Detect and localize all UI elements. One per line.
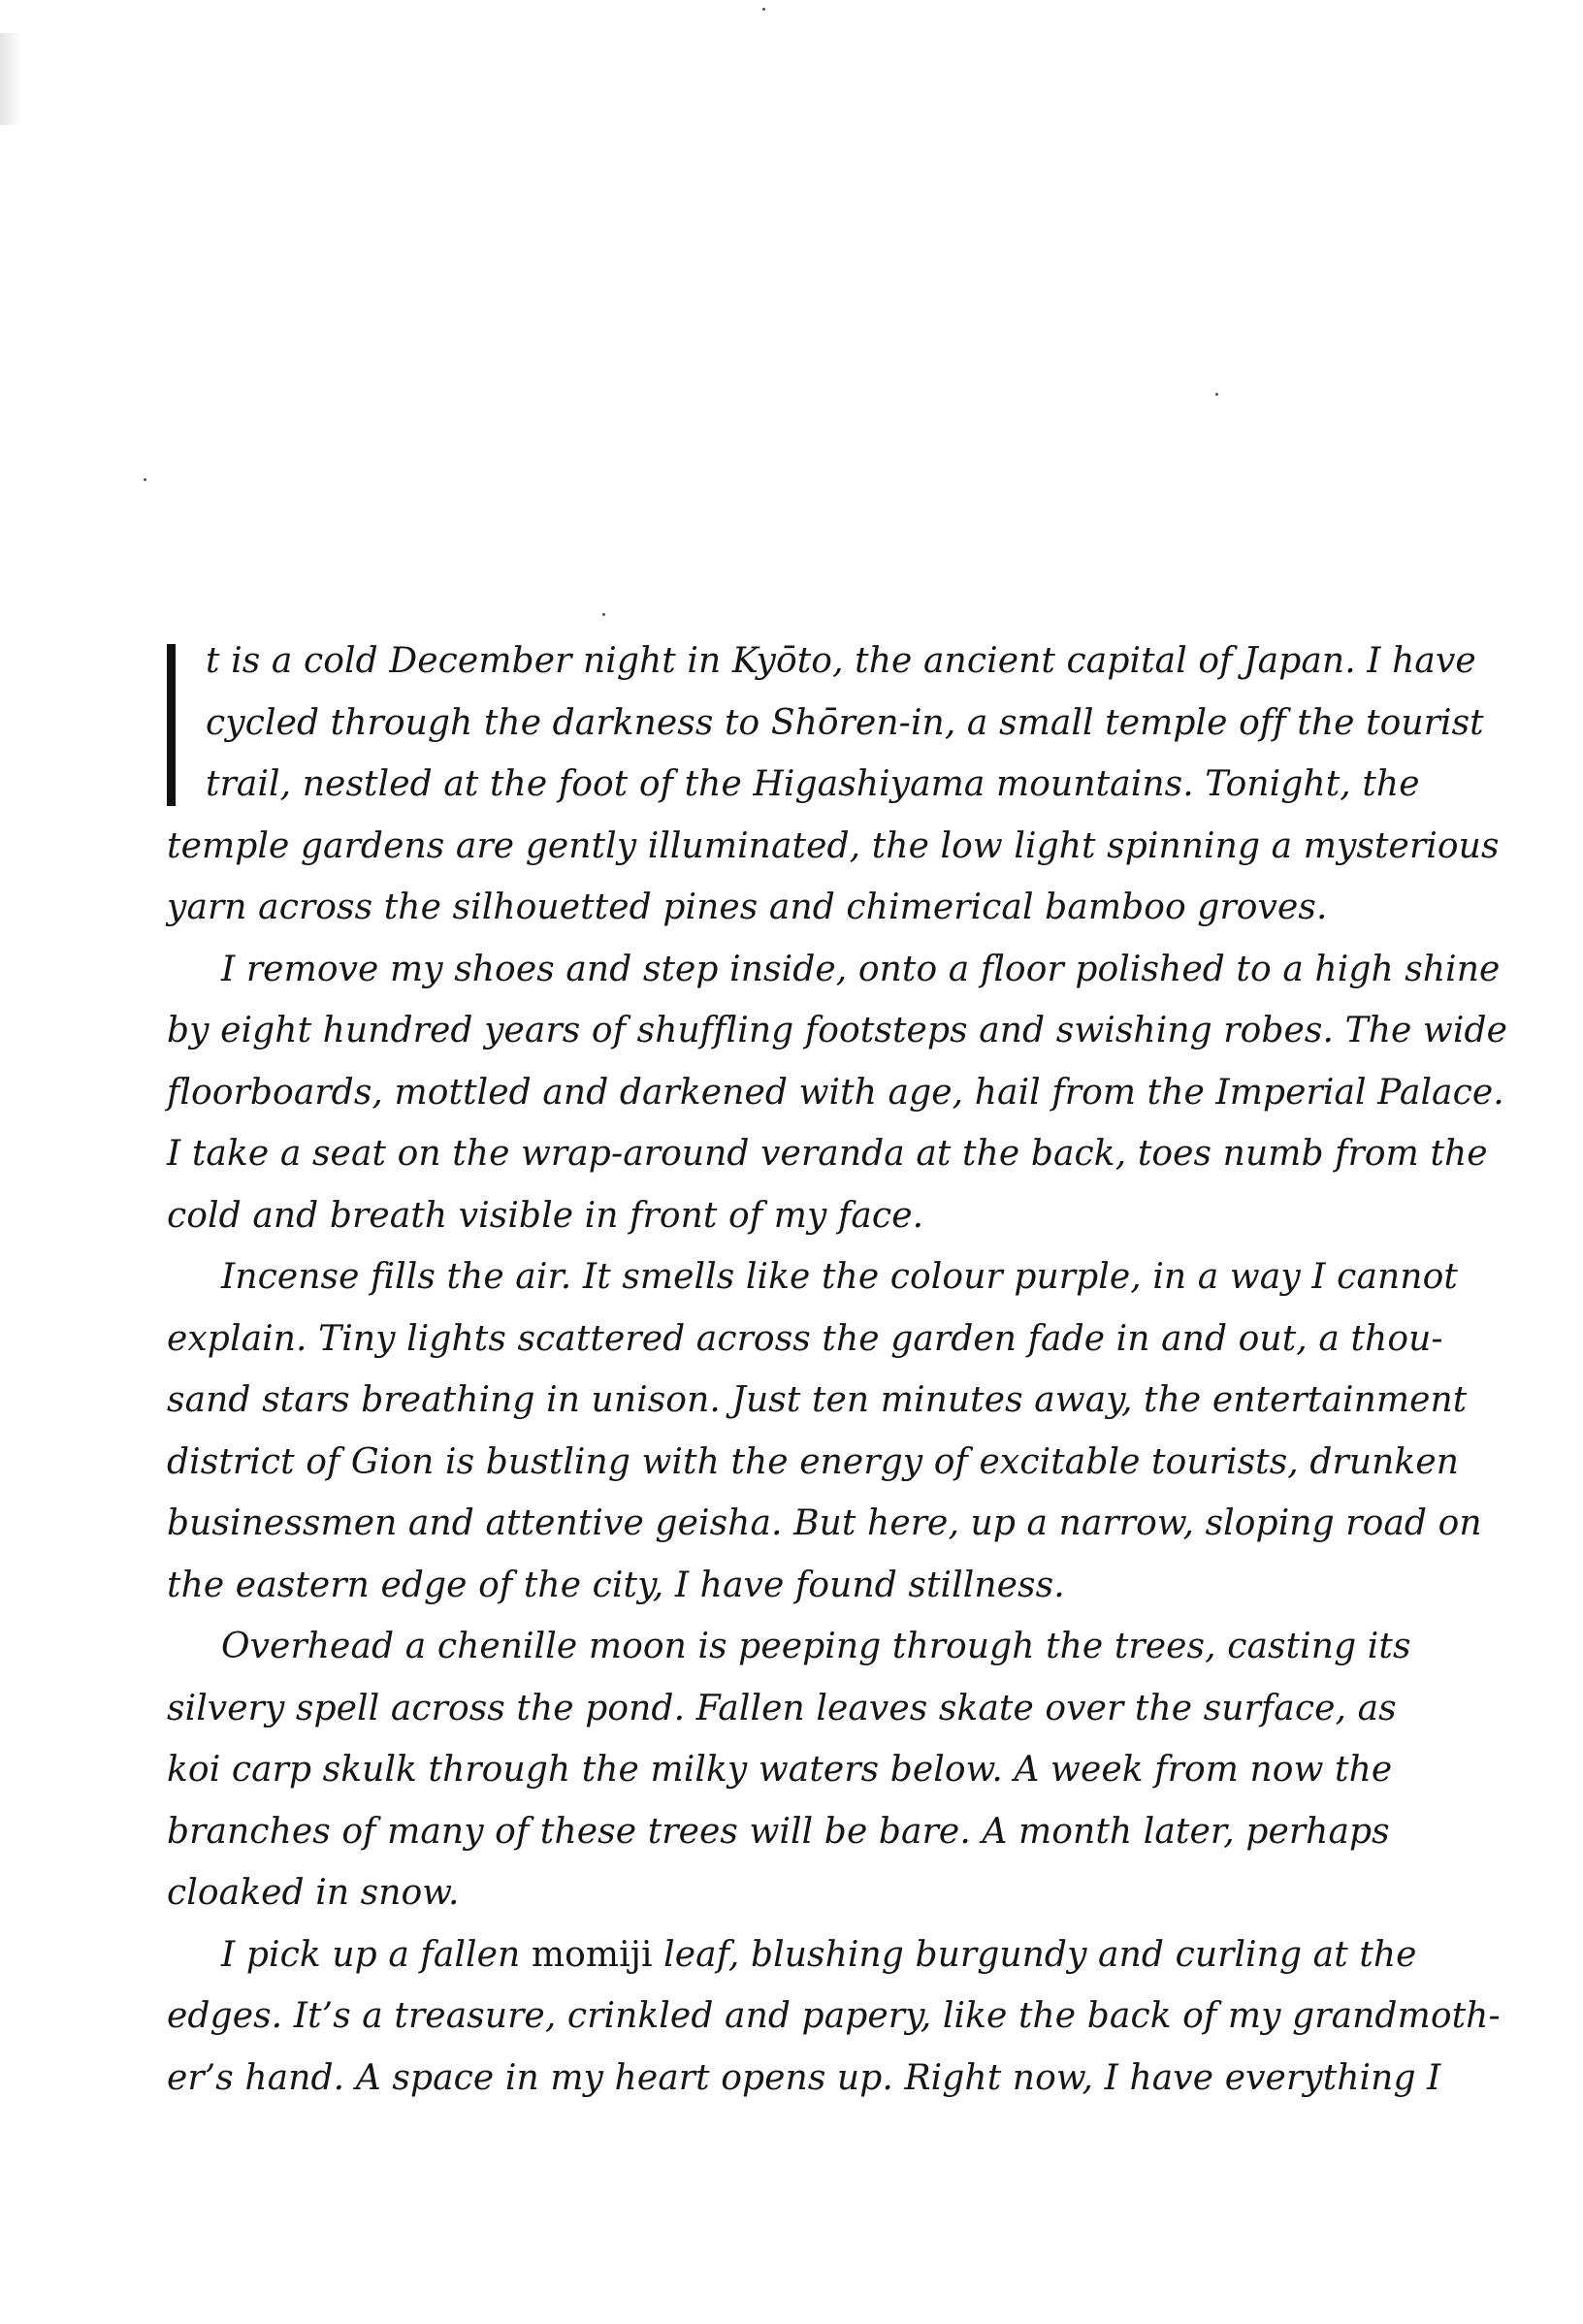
text-line: floorboards, mottled and darkened with age, hail from the Imperial Palace. <box>167 1072 1504 1113</box>
paragraph-2 <box>167 939 1508 1247</box>
text-line: district of Gion is bustling with the energy of excitable tourists, drunken <box>167 1441 1460 1482</box>
paragraph-1 <box>167 630 1500 939</box>
text-line: I remove my shoes and step inside, onto a floor polished to a high shine <box>221 949 1501 989</box>
scan-speck <box>1215 393 1218 396</box>
scan-speck <box>144 478 146 481</box>
text-line: branches of many of these trees will be bare. A month later, perhaps <box>167 1811 1390 1852</box>
paragraph-5 <box>167 1924 1501 2110</box>
text-line: silvery spell across the pond. Fallen leaves skate over the surface, as <box>167 1688 1397 1728</box>
scan-edge-shadow <box>0 33 21 125</box>
text-segment: leaf, blushing burgundy and curling at the <box>652 1934 1417 1975</box>
text-line: Incense fills the air. It smells like the colour purple, in a way I cannot <box>221 1257 1458 1297</box>
scan-speck <box>602 613 605 616</box>
text-line: trail, nestled at the foot of the Higashiyama mountains. Tonight, the <box>206 764 1420 804</box>
text-line-with-roman-word <box>167 1924 1445 1986</box>
text-line: Overhead a chenille moon is peeping through the trees, casting its <box>221 1627 1411 1666</box>
text-line: the eastern edge of the city, I have found stillness. <box>167 1565 1065 1605</box>
text-line: er’s hand. A space in my heart opens up. Right now, I have everything I <box>167 2057 1441 2098</box>
text-line: t is a cold December night in Kyōto, the ancient capital of Japan. I have <box>206 641 1476 681</box>
text-line: I take a seat on the wrap-around veranda at the back, toes numb from the <box>167 1134 1488 1174</box>
text-line: explain. Tiny lights scattered across the garden fade in and out, a thou- <box>167 1318 1443 1359</box>
text-line: cold and breath visible in front of my face. <box>167 1195 924 1236</box>
paragraph-4 <box>167 1616 1445 1924</box>
dropcap-letter <box>167 644 176 806</box>
paragraph-3 <box>167 1246 1482 1616</box>
text-line: by eight hundred years of shuffling footsteps and swishing robes. The wide <box>167 1011 1508 1050</box>
text-segment: I pick up a fallen <box>221 1934 532 1975</box>
roman-word: momiji <box>531 1934 653 1975</box>
scan-speck <box>762 8 765 11</box>
text-line: cloaked in snow. <box>167 1873 460 1913</box>
text-line: sand stars breathing in unison. Just ten minutes away, the entertainment <box>167 1380 1468 1420</box>
text-line: temple gardens are gently illuminated, the low light spinning a mysterious <box>167 825 1500 866</box>
text-line: cycled through the darkness to Shōren-in, a small temple off the tourist <box>206 702 1484 743</box>
text-line: edges. It’s a treasure, crinkled and papery, like the back of my grandmoth- <box>167 1996 1501 2036</box>
body-text <box>167 630 1508 2109</box>
text-line: koi carp skulk through the milky waters below. A week from now the <box>167 1750 1393 1790</box>
text-line: yarn across the silhouetted pines and chimerical bamboo groves. <box>167 888 1328 927</box>
text-line: businessmen and attentive geisha. But here, up a narrow, sloping road on <box>167 1503 1482 1543</box>
